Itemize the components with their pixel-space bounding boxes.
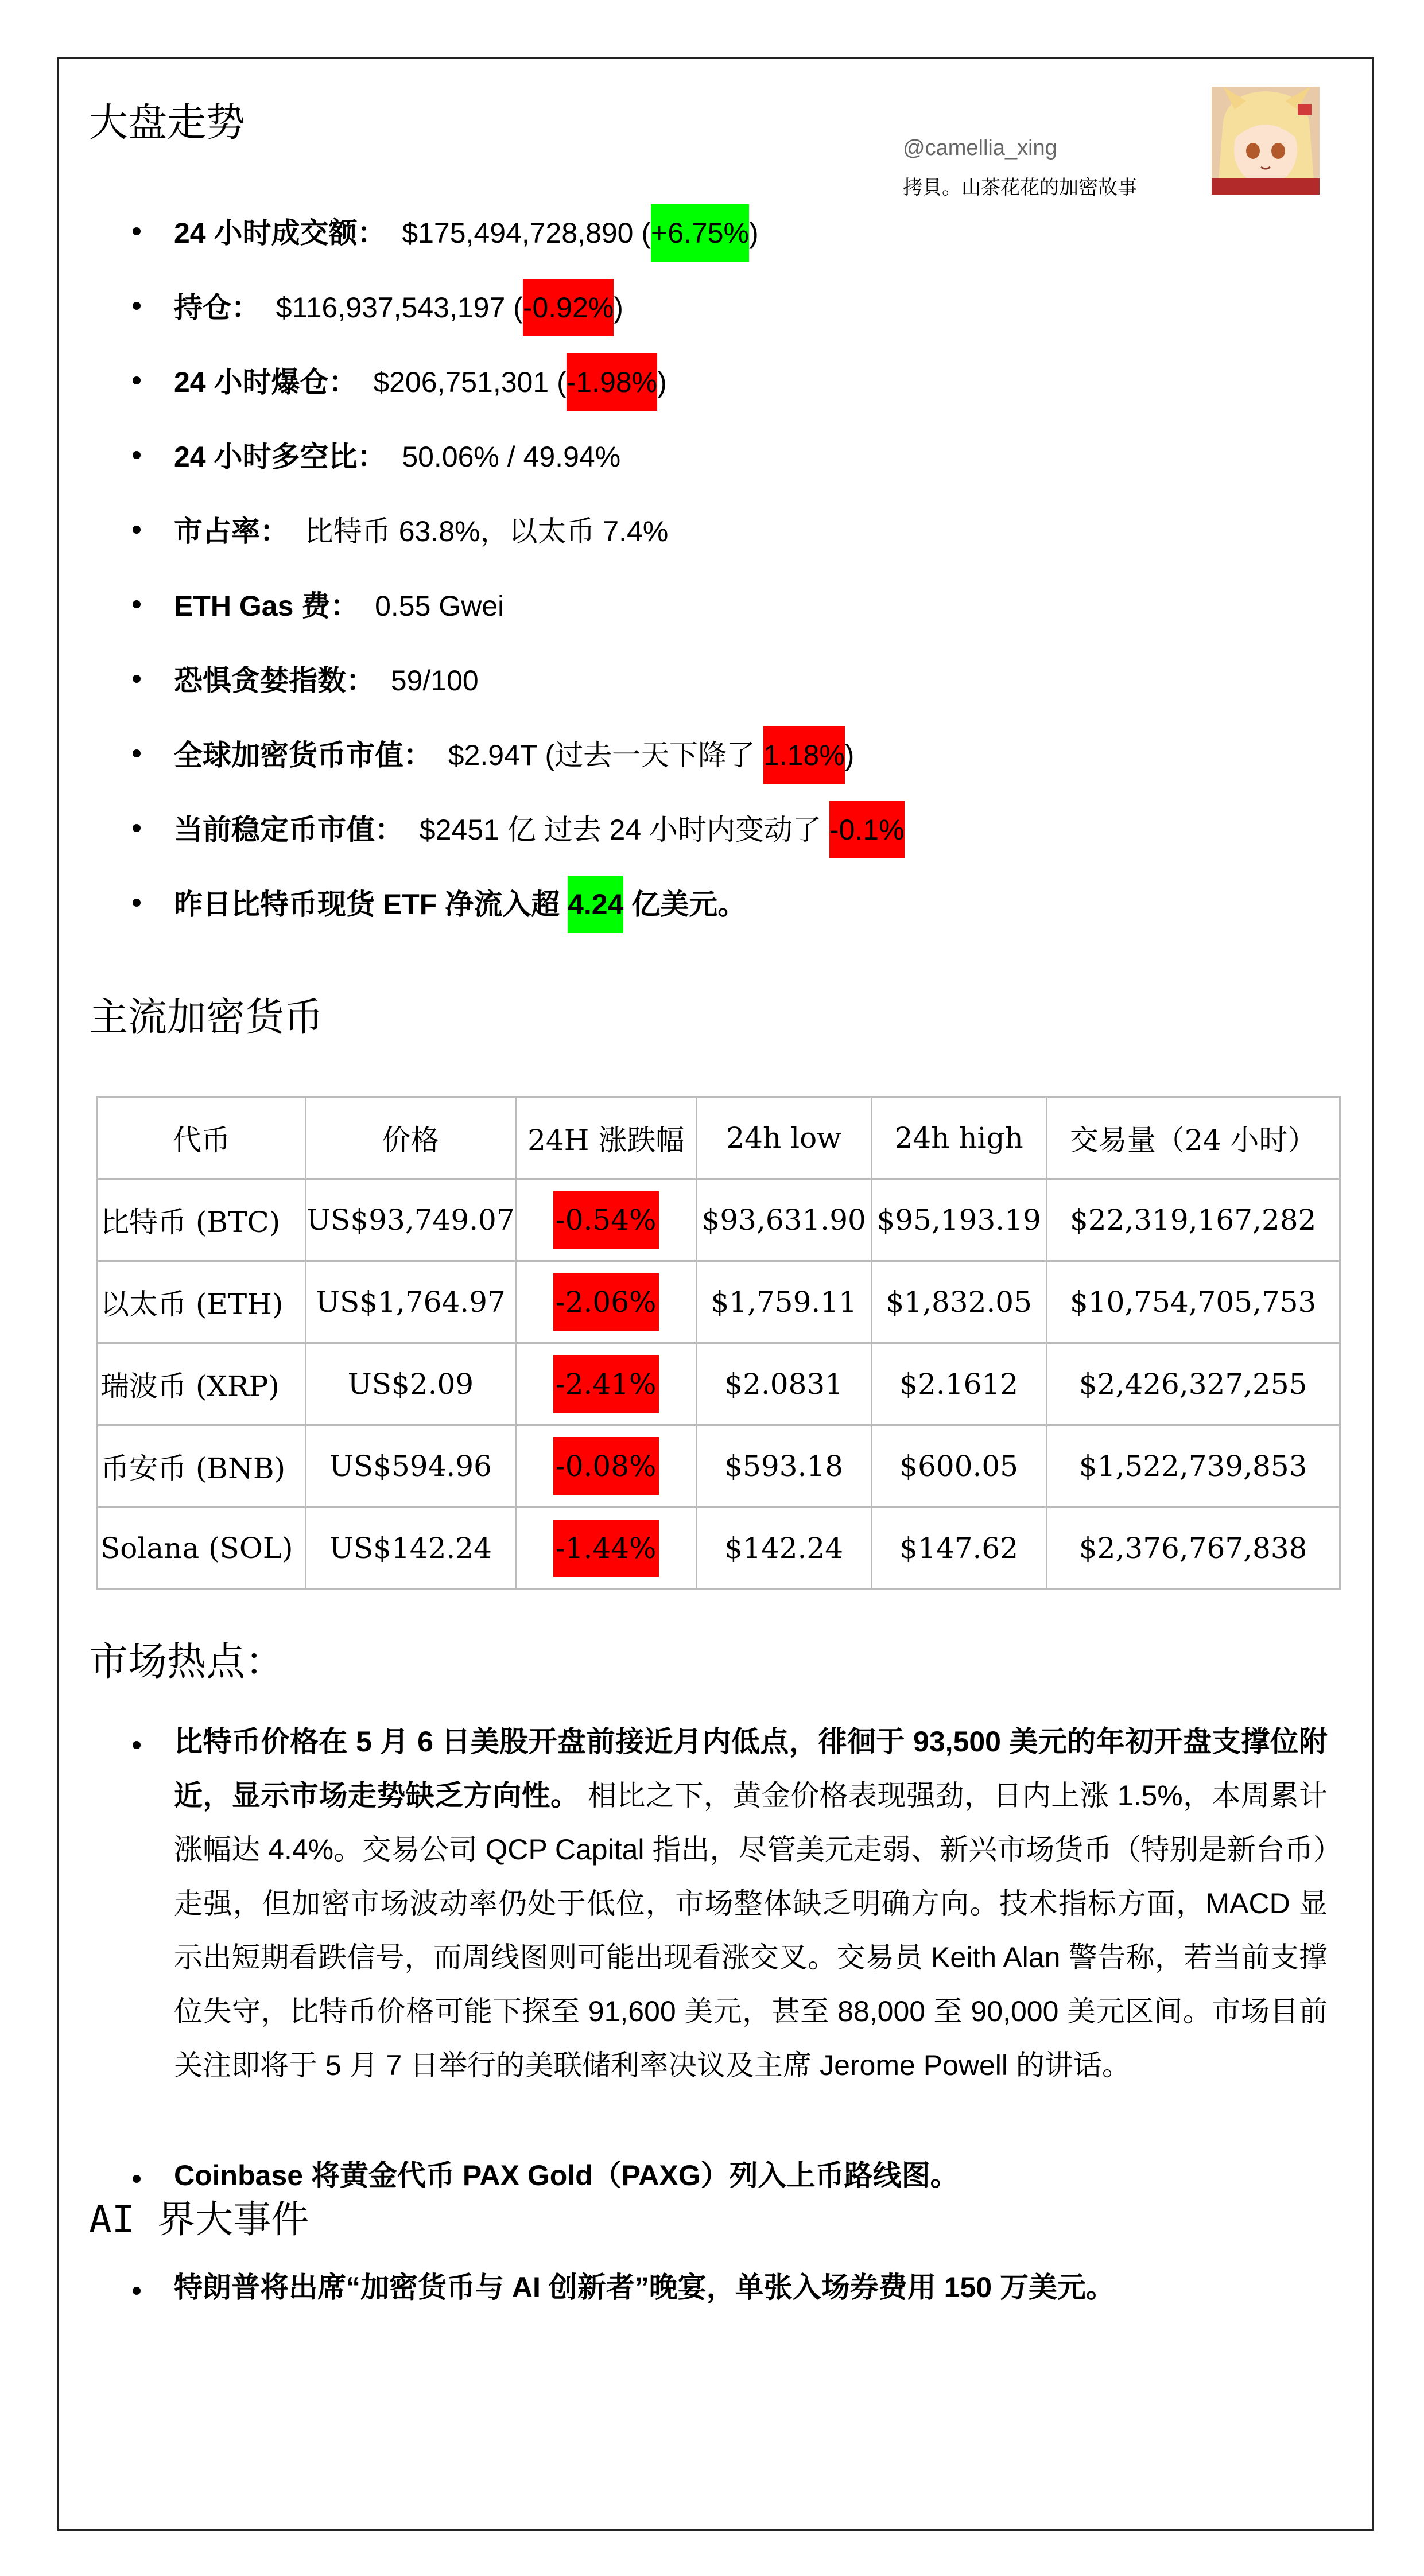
change-badge: -1.98%: [567, 353, 657, 411]
table-row: 瑞波币 (XRP) US$2.09 -2.41% $2.0831 $2.1612 $2,426,327,255: [98, 1343, 1340, 1425]
header-token: 代币: [98, 1097, 306, 1179]
ai-event-item: 特朗普将出席“加密货币与 AI 创新者”晚宴，单张入场券费用 150 万美元。: [174, 2271, 1115, 2303]
header-price: 价格: [306, 1097, 516, 1179]
page-frame: @camellia_xing 拷貝。山茶花花的加密故事 大盘走势 24 小时成交额： $175,494,728,890 (+6.75%) 持仓： $116,937,543,197 (-0.92%) 24 小时爆仓： $206,751,301 (-1.98%) 24 小时多空比： 50.06% / 49.94% 市占率： 比特币 63.8%，以太币 7.4% ETH Gas 费： 0.55 Gwei 恐惧贪婪指数： 59/100 全球加密货币市值： $2.94T (过去一天下降了 1.18%) 当前稳定币市值： $2451 亿 过去 24 小时内变动了 -0.1% 昨日比特币现货 ETF 净流入超 4.24 亿美元。 主流加密货币 代币 价格 24H 涨跌幅 24h low 24h high 交易量（24 小时） 比特币 (BTC) US$93,749.07 -0.54% $93,631.90 $95,193.19 $22,319,167,282 以太币 (ETH) US$1,764.97 -2.06% $1,759.11 $1,832.05 $10,754,705,753 瑞波币 (XRP) US$2.09 -2.41% $2.0831 $2.1612 $2,426,327,255 币安币 (BNB) US$594.96 -0.08% $593.18 $600.05 $1,522,739,853 Solana (SOL) US$142.24 -1.44% $142.24 $147.62 $2,376,767,838 市场热点： 比特币价格在 5 月 6 日美股开盘前接近月内低点，徘徊于 93,500 美元的年初开盘支撑位附近，显示市场走势缺乏方向性。 相比之下，黄金价格表现强劲，日内上涨 1.5%，本周累计涨幅达 4.4%。交易公司 QCP Capital 指出，尽管美元走弱、新兴市场货币（特别是新台币）走强，但加密市场波动率仍处于低位，市场整体缺乏明确方向。技术指标方面，MACD 显示出短期看跌信号，而周线图则可能出现看涨交叉。交易员 Keith Alan 警告称，若当前支撑位失守，比特币价格可能下探至 91,600 美元，甚至 88,000 至 90,000 美元区间。市场目前关注即将于 5 月 7 日举行的美联储利率决议及主席 Jerome Powell 的讲话。 Coinbase 将黄金代币 PAX Gold（PAXG）列入上币路线图。 AI 界大事件 特朗普将出席“加密货币与 AI 创新者”晚宴，单张入场券费用 150 万美元。: [57, 57, 1374, 2531]
watermark-caption: 拷貝。山茶花花的加密故事: [903, 176, 1137, 199]
table-row: 以太币 (ETH) US$1,764.97 -2.06% $1,759.11 $1,832.05 $10,754,705,753: [98, 1261, 1340, 1343]
table-row: Solana (SOL) US$142.24 -1.44% $142.24 $147.62 $2,376,767,838: [98, 1507, 1340, 1590]
market-overview-title: 大盘走势: [89, 100, 246, 146]
change-badge: -0.54%: [553, 1191, 659, 1249]
table-row: 比特币 (BTC) US$93,749.07 -0.54% $93,631.90 $95,193.19 $22,319,167,282: [98, 1179, 1340, 1261]
bullet-icon: [133, 451, 141, 459]
change-badge: -0.1%: [829, 801, 905, 858]
table-header-row: [98, 1097, 1340, 1179]
bullet-icon: [133, 824, 141, 832]
bullet-icon: [133, 2287, 141, 2295]
top-coins-title: 主流加密货币: [89, 995, 324, 1040]
bullet-icon: [133, 302, 141, 310]
bullet-icon: [133, 227, 141, 235]
change-badge: -0.92%: [523, 279, 614, 336]
watermark: [903, 87, 1339, 201]
bullet-icon: [133, 749, 141, 757]
avatar: [1212, 87, 1320, 195]
bullet-icon: [133, 675, 141, 683]
change-badge: -2.41%: [553, 1355, 659, 1413]
hotspot-item-bitcoin: 比特币价格在 5 月 6 日美股开盘前接近月内低点，徘徊于 93,500 美元的年初开盘支撑位附近，显示市场走势缺乏方向性。 相比之下，黄金价格表现强劲，日内上涨 1.5%，本周累计涨幅达 4.4%。交易公司 QCP Capital 指出，尽管美元走弱、新兴市场货币（特别是新台币）走强，但加密市场波动率仍处于低位，市场整体缺乏明确方向。技术指标方面，MACD 显示出短期看跌信号，而周线图则可能出现看涨交叉。交易员 Keith Alan 警告称，若当前支撑位失守，比特币价格可能下探至 91,600 美元，甚至 88,000 至 90,000 美元区间。市场目前关注即将于 5 月 7 日举行的美联储利率决议及主席 Jerome Powell 的讲话。: [174, 1726, 1328, 2081]
hotspot-item-coinbase: Coinbase 将黄金代币 PAX Gold（PAXG）列入上币路线图。: [174, 2159, 959, 2192]
header-high: 24h high: [871, 1097, 1046, 1179]
change-badge: -2.06%: [553, 1273, 659, 1331]
hotspots-title: 市场热点：: [89, 1639, 285, 1685]
ai-events-title: AI 界大事件: [89, 2197, 309, 2241]
bullet-icon: [133, 526, 141, 534]
change-badge: 1.18%: [763, 726, 845, 784]
watermark-handle: @camellia_xing: [903, 136, 1057, 160]
change-badge: -1.44%: [553, 1520, 659, 1577]
change-badge: 4.24: [568, 876, 623, 933]
bullet-icon: [133, 899, 141, 907]
bullet-icon: [133, 600, 141, 608]
change-badge: +6.75%: [651, 204, 749, 262]
bullet-icon: [133, 2175, 141, 2183]
header-change: 24H 涨跌幅: [515, 1097, 696, 1179]
change-badge: -0.08%: [553, 1437, 659, 1495]
price-table: [96, 1096, 1341, 1590]
header-volume: 交易量（24 小时）: [1046, 1097, 1340, 1179]
bullet-icon: [133, 1741, 141, 1749]
bullet-icon: [133, 376, 141, 384]
table-row: 币安币 (BNB) US$594.96 -0.08% $593.18 $600.05 $1,522,739,853: [98, 1425, 1340, 1507]
header-low: 24h low: [696, 1097, 871, 1179]
